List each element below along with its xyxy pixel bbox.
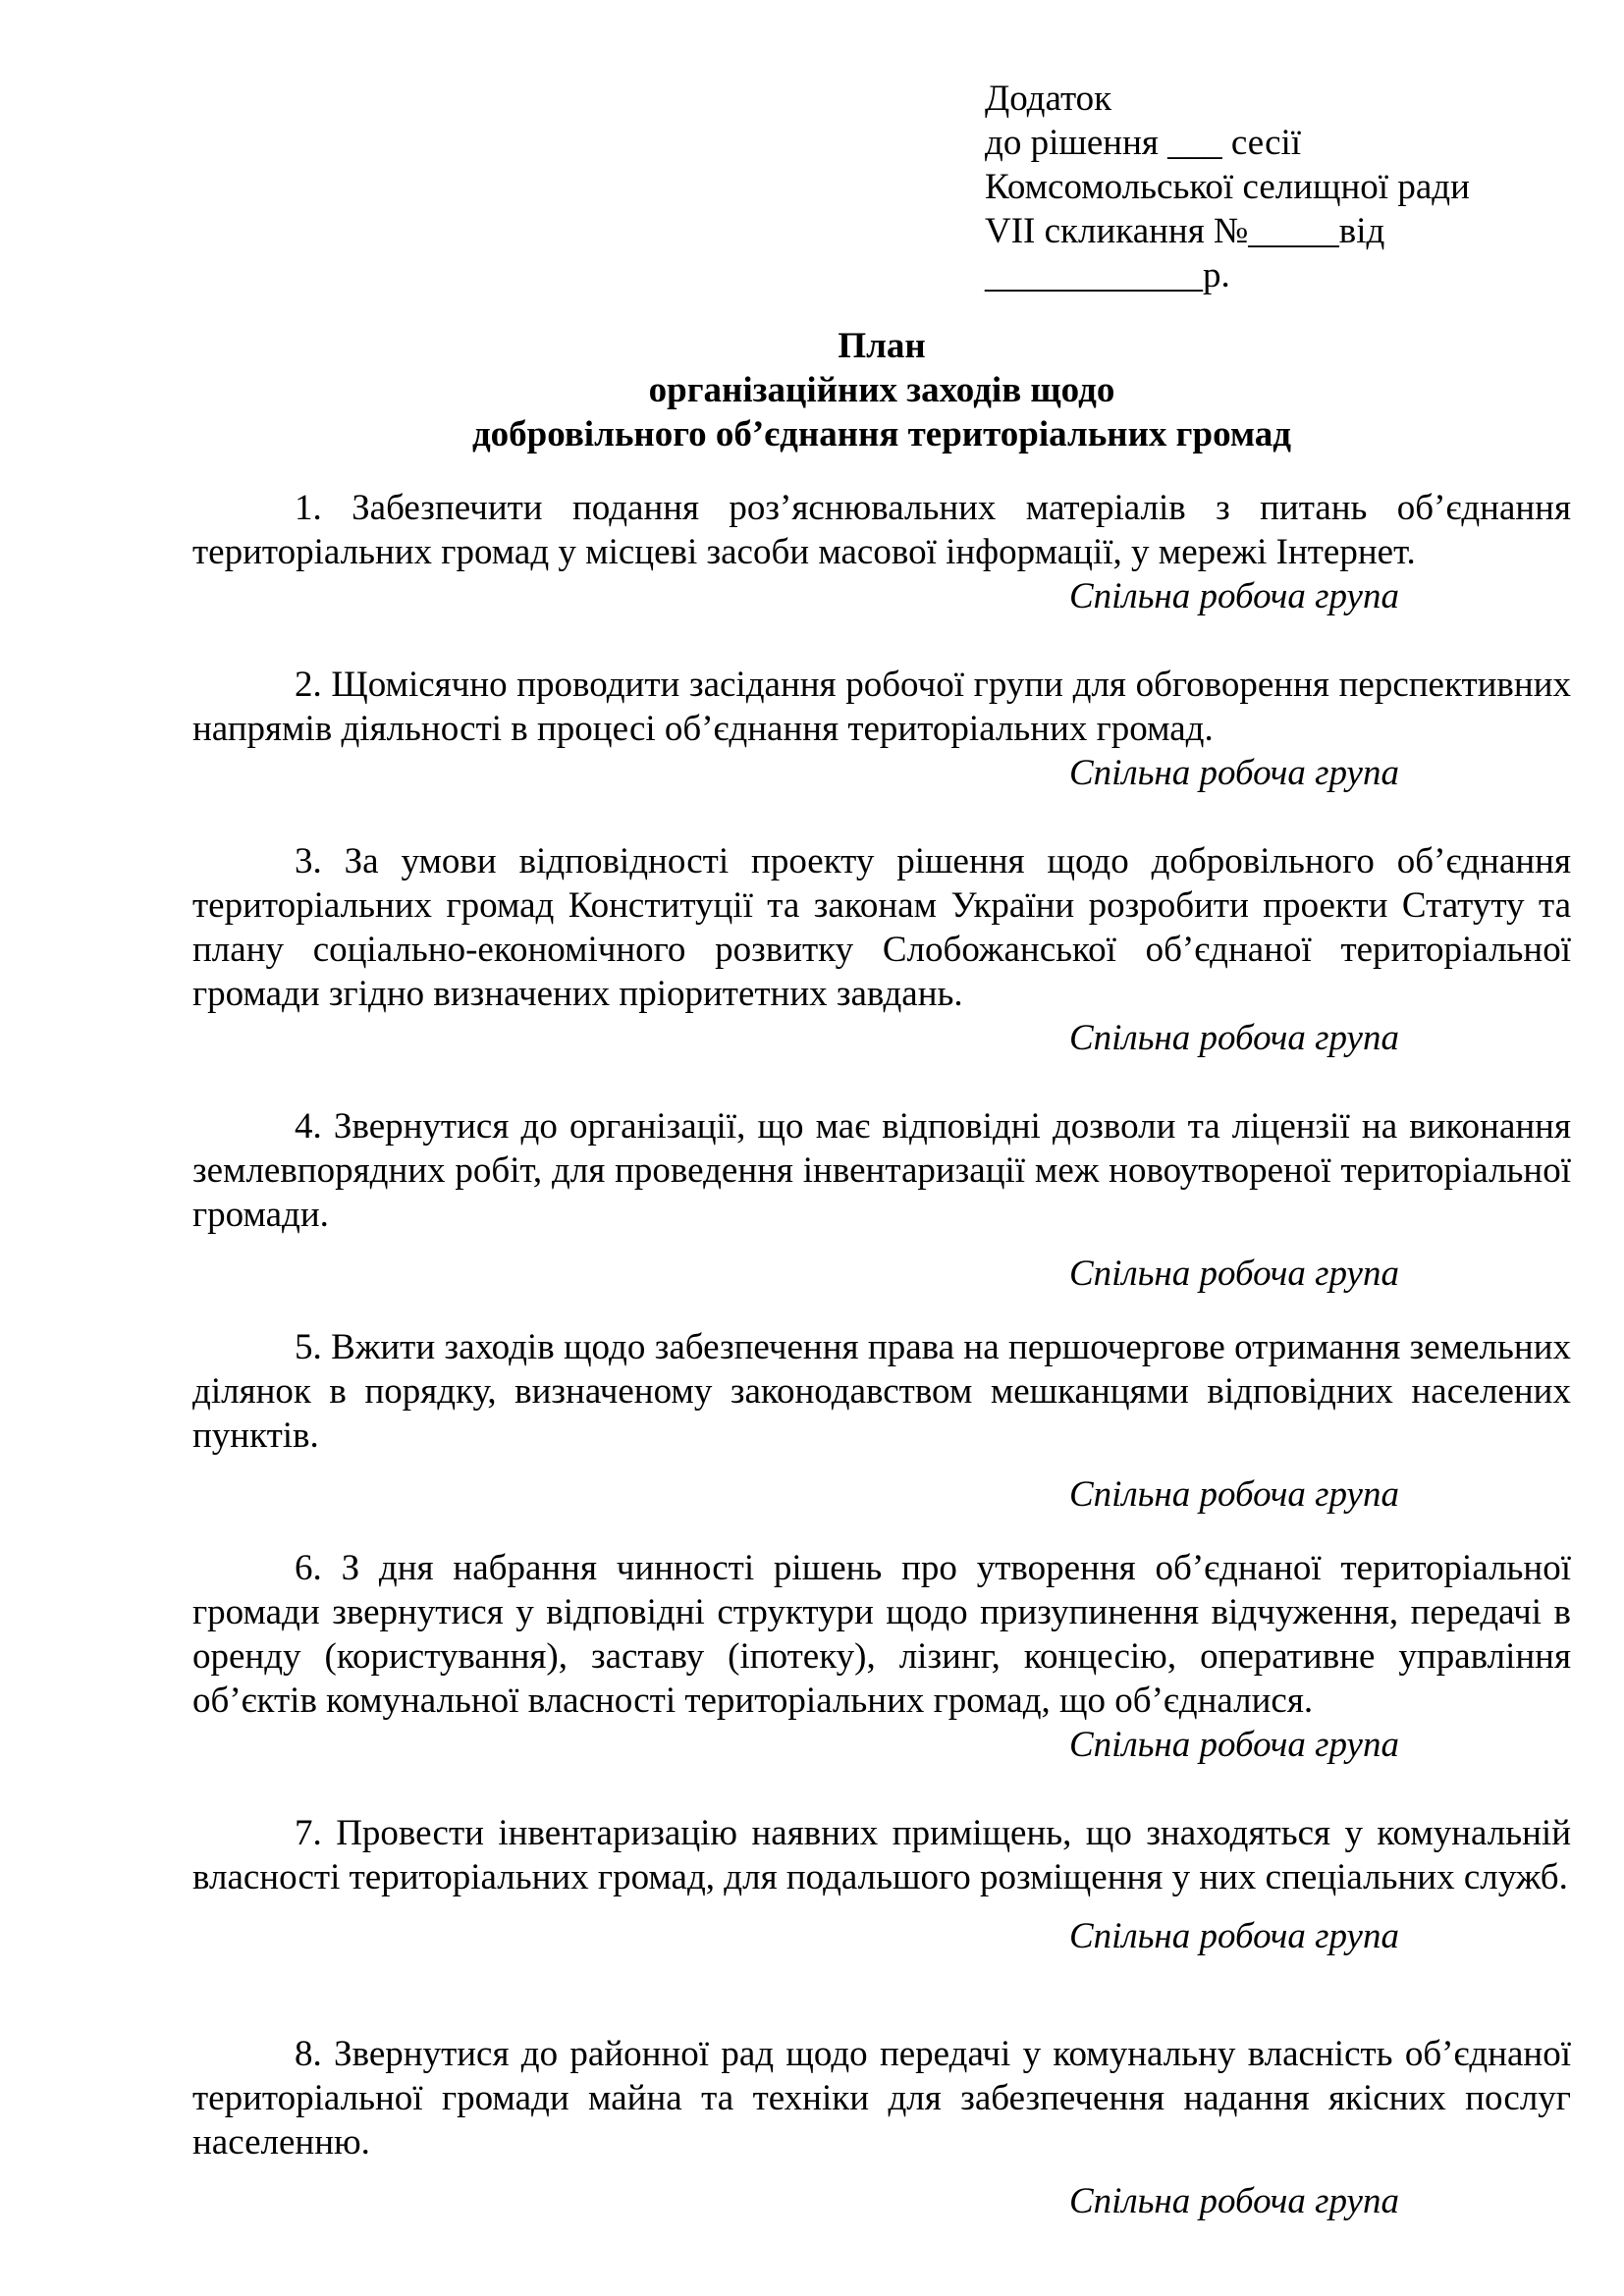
plan-item-executor: Спільна робоча група [1069,1018,1399,1058]
plan-item-7 [192,1811,1571,2032]
annex-header [985,77,1470,297]
plan-item-text: 8. Звернутися до районної рад щодо передачі у комунальну власність об’єднаної територіальної громади майна та техніки для забезпечення надання якісних послуг населенню. [192,2034,1571,2163]
plan-item-5 [192,1325,1571,1546]
plan-item-text: 7. Провести інвентаризацію наявних приміщень, що знаходяться у комунальній власності територіальних громад, для подальшого розміщення у них спеціальних служб. [192,1813,1571,1897]
plan-item-8 [192,2032,1571,2228]
plan-item-2 [192,663,1571,839]
document-title [192,324,1571,456]
title-line-2: організаційних заходів щодо [648,370,1115,410]
plan-item-executor: Спільна робоча група [1069,753,1399,793]
plan-item-executor: Спільна робоча група [1069,1725,1399,1765]
annex-line-1: Додаток [985,79,1112,119]
plan-items [192,486,1571,2228]
plan-item-text: 2. Щомісячно проводити засідання робочої групи для обговорення перспективних напрямів діяльності в процесі об’єднання територіальних громад. [192,665,1571,749]
plan-item-4 [192,1104,1571,1325]
plan-item-text: 5. Вжити заходів щодо забезпечення права на першочергове отримання земельних ділянок в порядку, визначеному законодавством мешканцями відповідних населених пунктів. [192,1327,1571,1456]
plan-item-6 [192,1546,1571,1811]
plan-item-executor: Спільна робоча група [1069,1474,1399,1515]
plan-item-text: 6. З дня набрання чинності рішень про утворення об’єднаної територіальної громади звернутися у відповідні структури щодо призупинення відчуження, передачі в оренду (користування), заставу (іпотеку), лізинг, концесію, оперативне управління об’єктів комунальної власності територіальних громад, що об’єдналися. [192,1548,1571,1721]
annex-line-4: VII скликання №_____від [985,211,1385,251]
plan-item-1 [192,486,1571,663]
title-line-1: План [838,326,926,366]
annex-line-5: ____________р. [985,255,1230,295]
annex-line-3: Комсомольської селищної ради [985,167,1470,207]
plan-item-3 [192,839,1571,1104]
title-line-3: добровільного об’єднання територіальних громад [471,414,1292,454]
annex-line-2: до рішення ___ сесії [985,123,1302,163]
plan-item-executor: Спільна робоча група [1069,1254,1399,1294]
plan-item-text: 1. Забезпечити подання роз’яснювальних матеріалів з питань об’єднання територіальних громад у місцеві засоби масової інформації, у мережі Інтернет. [192,488,1571,572]
plan-item-executor: Спільна робоча група [1069,2181,1399,2221]
plan-item-text: 4. Звернутися до організації, що має відповідні дозволи та ліцензії на виконання землевпорядних робіт, для проведення інвентаризації меж новоутвореної територіальної громади. [192,1106,1571,1235]
plan-item-executor: Спільна робоча група [1069,1916,1399,1956]
plan-item-text: 3. За умови відповідності проекту рішення щодо добровільного об’єднання територіальних громад Конституції та законам України розробити проекти Статуту та плану соціально-економічного розвитку Слобожанської об’єднаної територіальної громади згідно визначених пріоритетних завдань. [192,841,1571,1014]
plan-item-executor: Спільна робоча група [1069,576,1399,616]
